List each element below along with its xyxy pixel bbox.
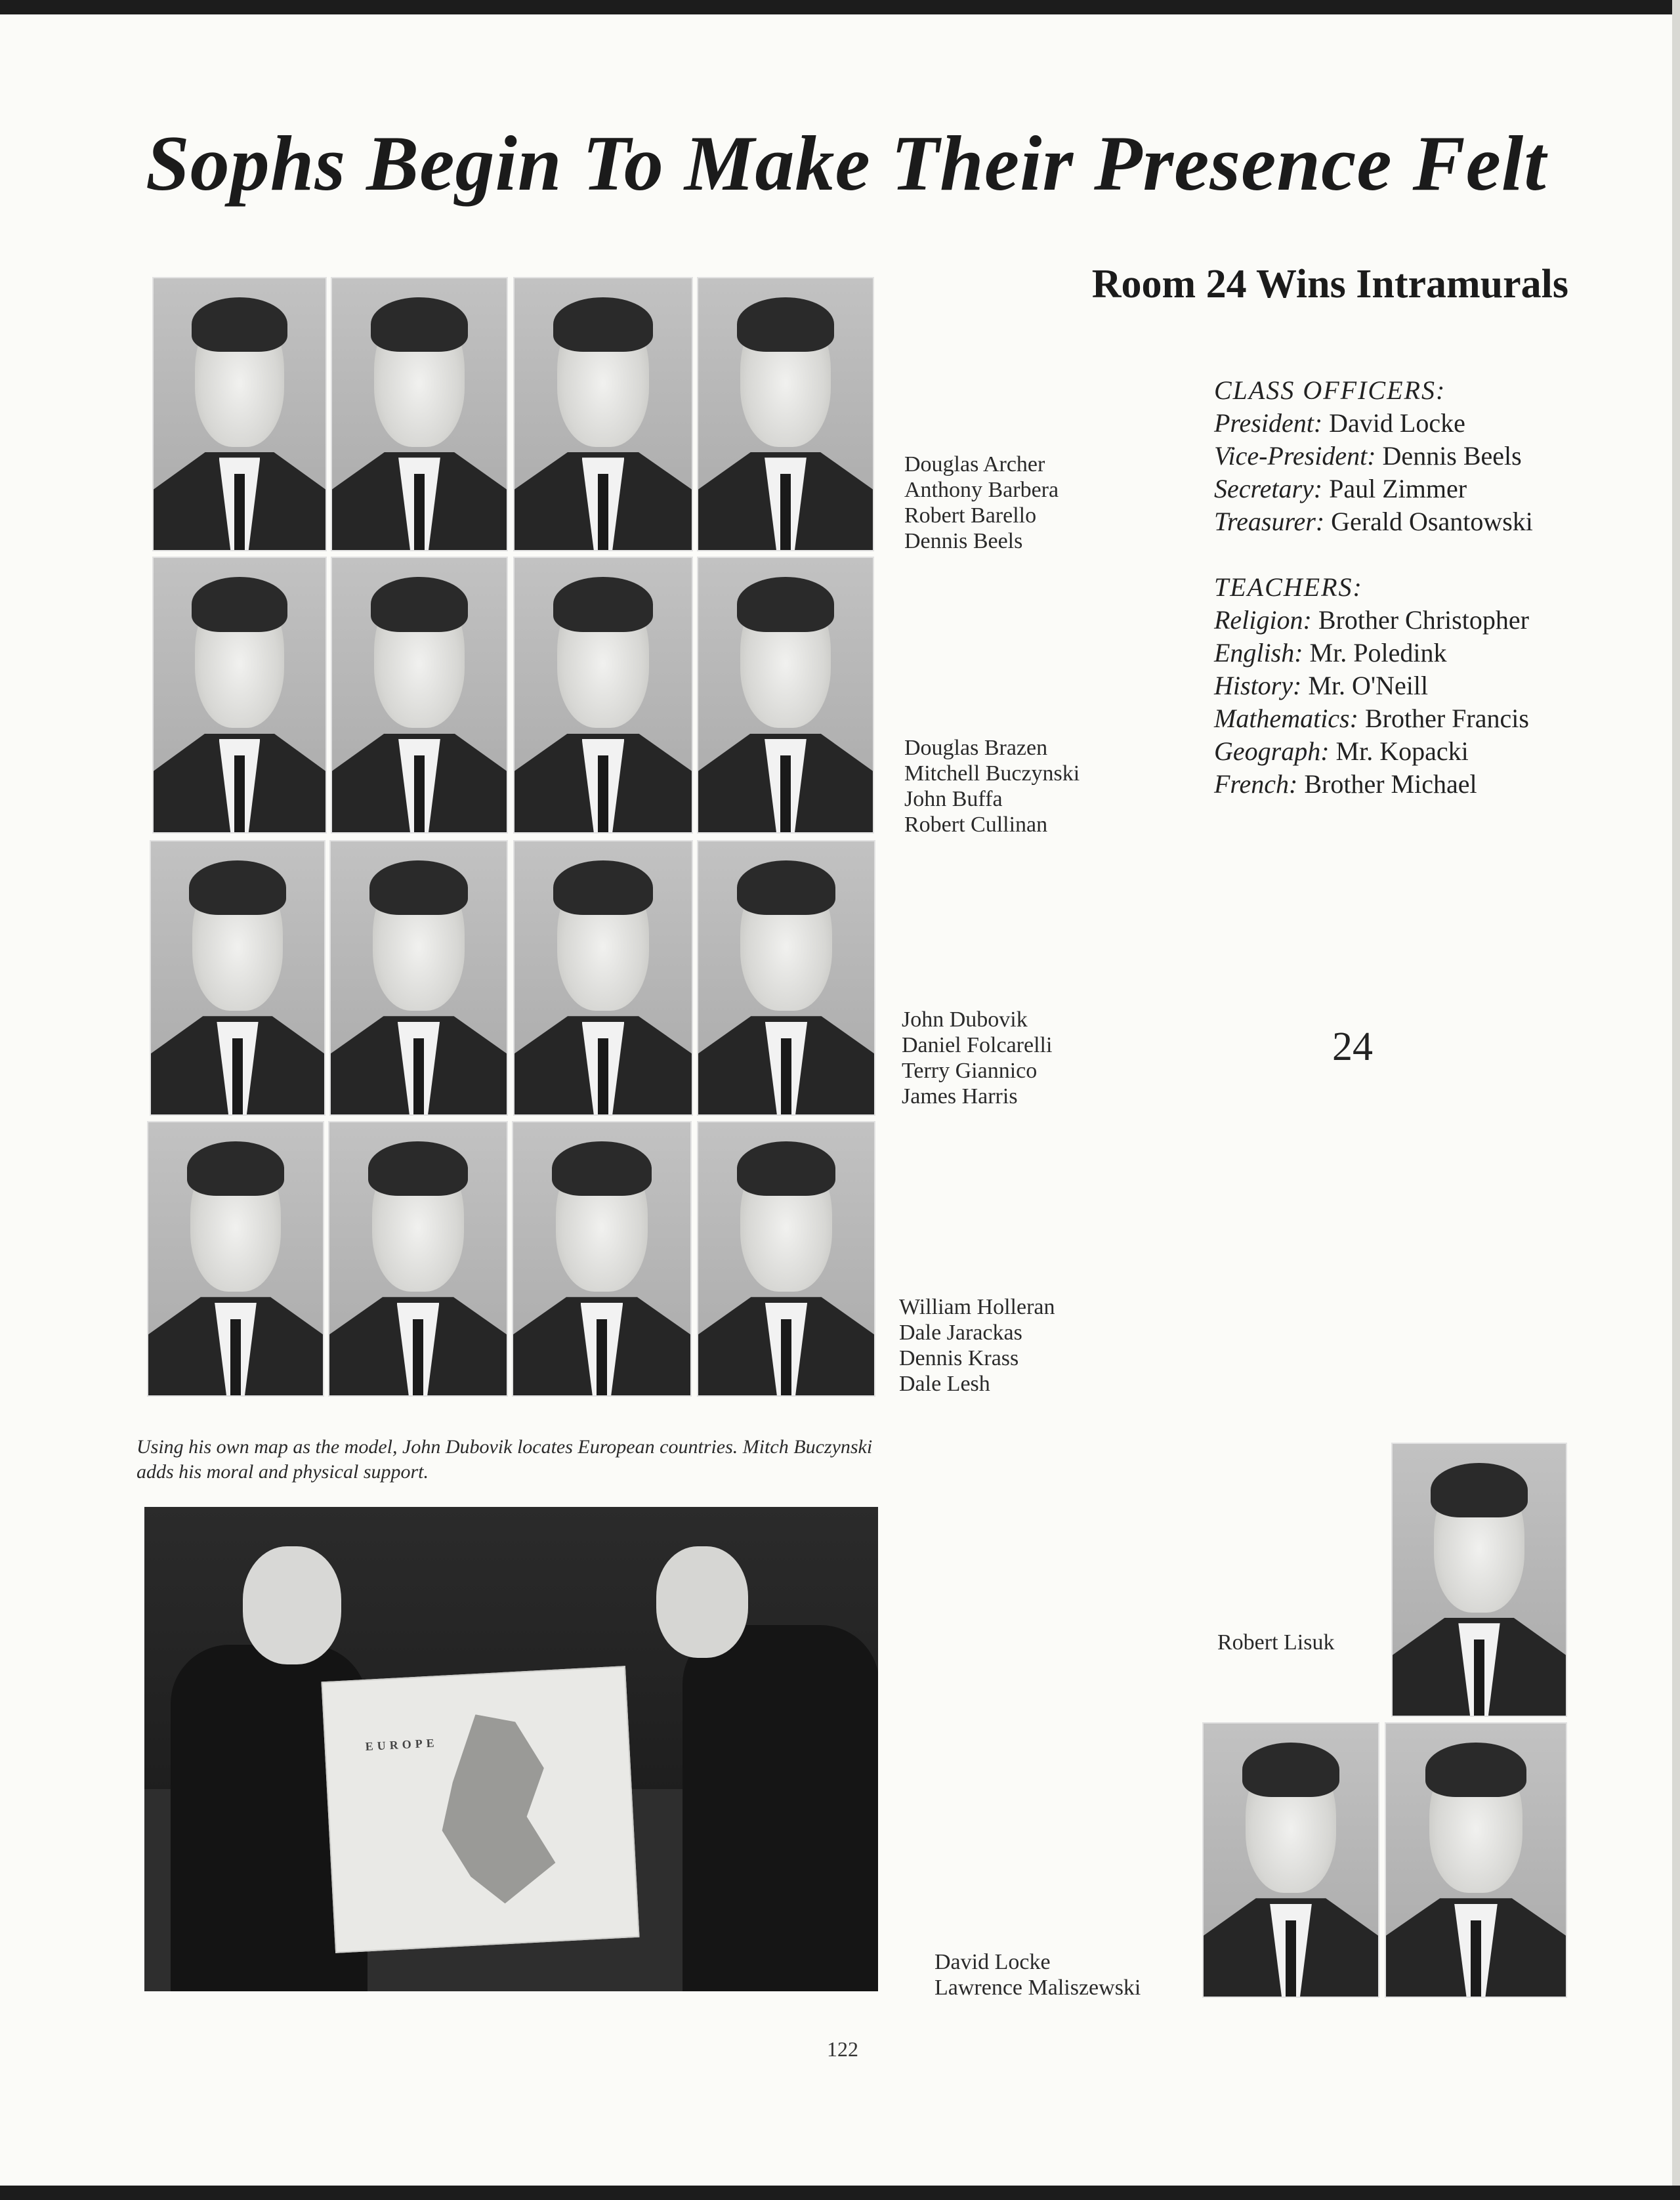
officer-line: President: David Locke [1214, 408, 1465, 438]
map-label: EUROPE [365, 1736, 439, 1754]
teacher-line: Geograph: Mr. Kopacki [1214, 736, 1469, 766]
portrait-row-names [899, 1294, 1055, 1397]
scan-bottom-border [0, 2186, 1680, 2200]
class-officers-heading: CLASS OFFICERS: [1214, 375, 1446, 405]
student-name: Terry Giannico [902, 1059, 1038, 1083]
page-subhead: Room 24 Wins Intramurals [1091, 262, 1568, 307]
teacher-line: History: Mr. O'Neill [1214, 671, 1429, 700]
student-portrait [697, 557, 874, 834]
student-name: Dale Lesh [899, 1372, 990, 1396]
student-name: Douglas Brazen [904, 736, 1048, 760]
portrait-pair-names [934, 1949, 1141, 2000]
europe-map [321, 1666, 639, 1953]
student-name: David Locke [934, 1950, 1051, 1974]
student-portrait [697, 277, 874, 551]
photo-caption: Using his own map as the model, John Dubovik locates European countries. Mitch Buczynski adds his moral and physical support. [136, 1436, 873, 1483]
student-name: Lawrence Maliszewski [934, 1976, 1141, 2000]
student-name: John Dubovik [902, 1007, 1028, 1032]
map-demonstration-photo [144, 1507, 878, 1991]
teacher-line: English: Mr. Poledink [1214, 638, 1447, 667]
portrait-row-names [902, 1007, 1052, 1109]
officer-line: Treasurer: Gerald Osantowski [1214, 507, 1533, 536]
student-name: James Harris [902, 1084, 1018, 1109]
student-portrait [329, 840, 508, 1116]
officer-line: Secretary: Paul Zimmer [1214, 474, 1467, 503]
student-name: Daniel Folcarelli [902, 1033, 1053, 1057]
teachers-heading: TEACHERS: [1214, 572, 1363, 602]
student-name: Robert Cullinan [904, 813, 1048, 837]
student-portrait [1385, 1722, 1567, 1998]
student-portrait [1202, 1722, 1379, 1998]
scan-top-border [0, 0, 1680, 14]
student-name: Douglas Archer [904, 452, 1045, 476]
room-number: 24 [1332, 1025, 1373, 1069]
scan-right-edge [1672, 0, 1680, 2200]
teacher-line: Mathematics: Brother Francis [1214, 704, 1529, 733]
map-landmass [423, 1710, 564, 1907]
student-name: Dennis Krass [899, 1346, 1019, 1370]
student-face [656, 1546, 748, 1658]
student-name: Dennis Beels [904, 529, 1023, 553]
teacher-line: Religion: Brother Christopher [1214, 605, 1529, 635]
student-name: Mitchell Buczynski [904, 761, 1080, 786]
student-portrait [152, 557, 327, 834]
student-portrait [512, 1121, 692, 1397]
student-name: William Holleran [899, 1295, 1055, 1319]
student-portrait [331, 277, 508, 551]
student-name: Dale Jarackas [899, 1321, 1022, 1345]
officer-line: Vice-President: Dennis Beels [1214, 441, 1522, 471]
student-portrait [152, 277, 327, 551]
student-portrait [328, 1121, 508, 1397]
student-portrait [513, 277, 693, 551]
student-figure [682, 1625, 878, 1991]
student-name: Robert Barello [904, 503, 1037, 528]
officers-and-teachers [1214, 374, 1533, 801]
portrait-row-names [904, 735, 1080, 837]
student-portrait [697, 840, 875, 1116]
page-headline: Sophs Begin To Make Their Presence Felt [146, 119, 1547, 207]
student-name: John Buffa [904, 787, 1003, 811]
student-name: Robert Lisuk [1217, 1630, 1335, 1655]
student-portrait [331, 557, 508, 834]
page-number: 122 [827, 2037, 858, 2061]
student-portrait [150, 840, 326, 1116]
student-name: Anthony Barbera [904, 478, 1059, 502]
student-portrait [1391, 1443, 1567, 1717]
student-portrait [147, 1121, 324, 1397]
portrait-row-names [904, 452, 1059, 554]
student-portrait [513, 557, 693, 834]
student-face [243, 1546, 341, 1664]
teacher-line: French: Brother Michael [1214, 769, 1477, 799]
student-portrait [513, 840, 693, 1116]
student-portrait [697, 1121, 875, 1397]
